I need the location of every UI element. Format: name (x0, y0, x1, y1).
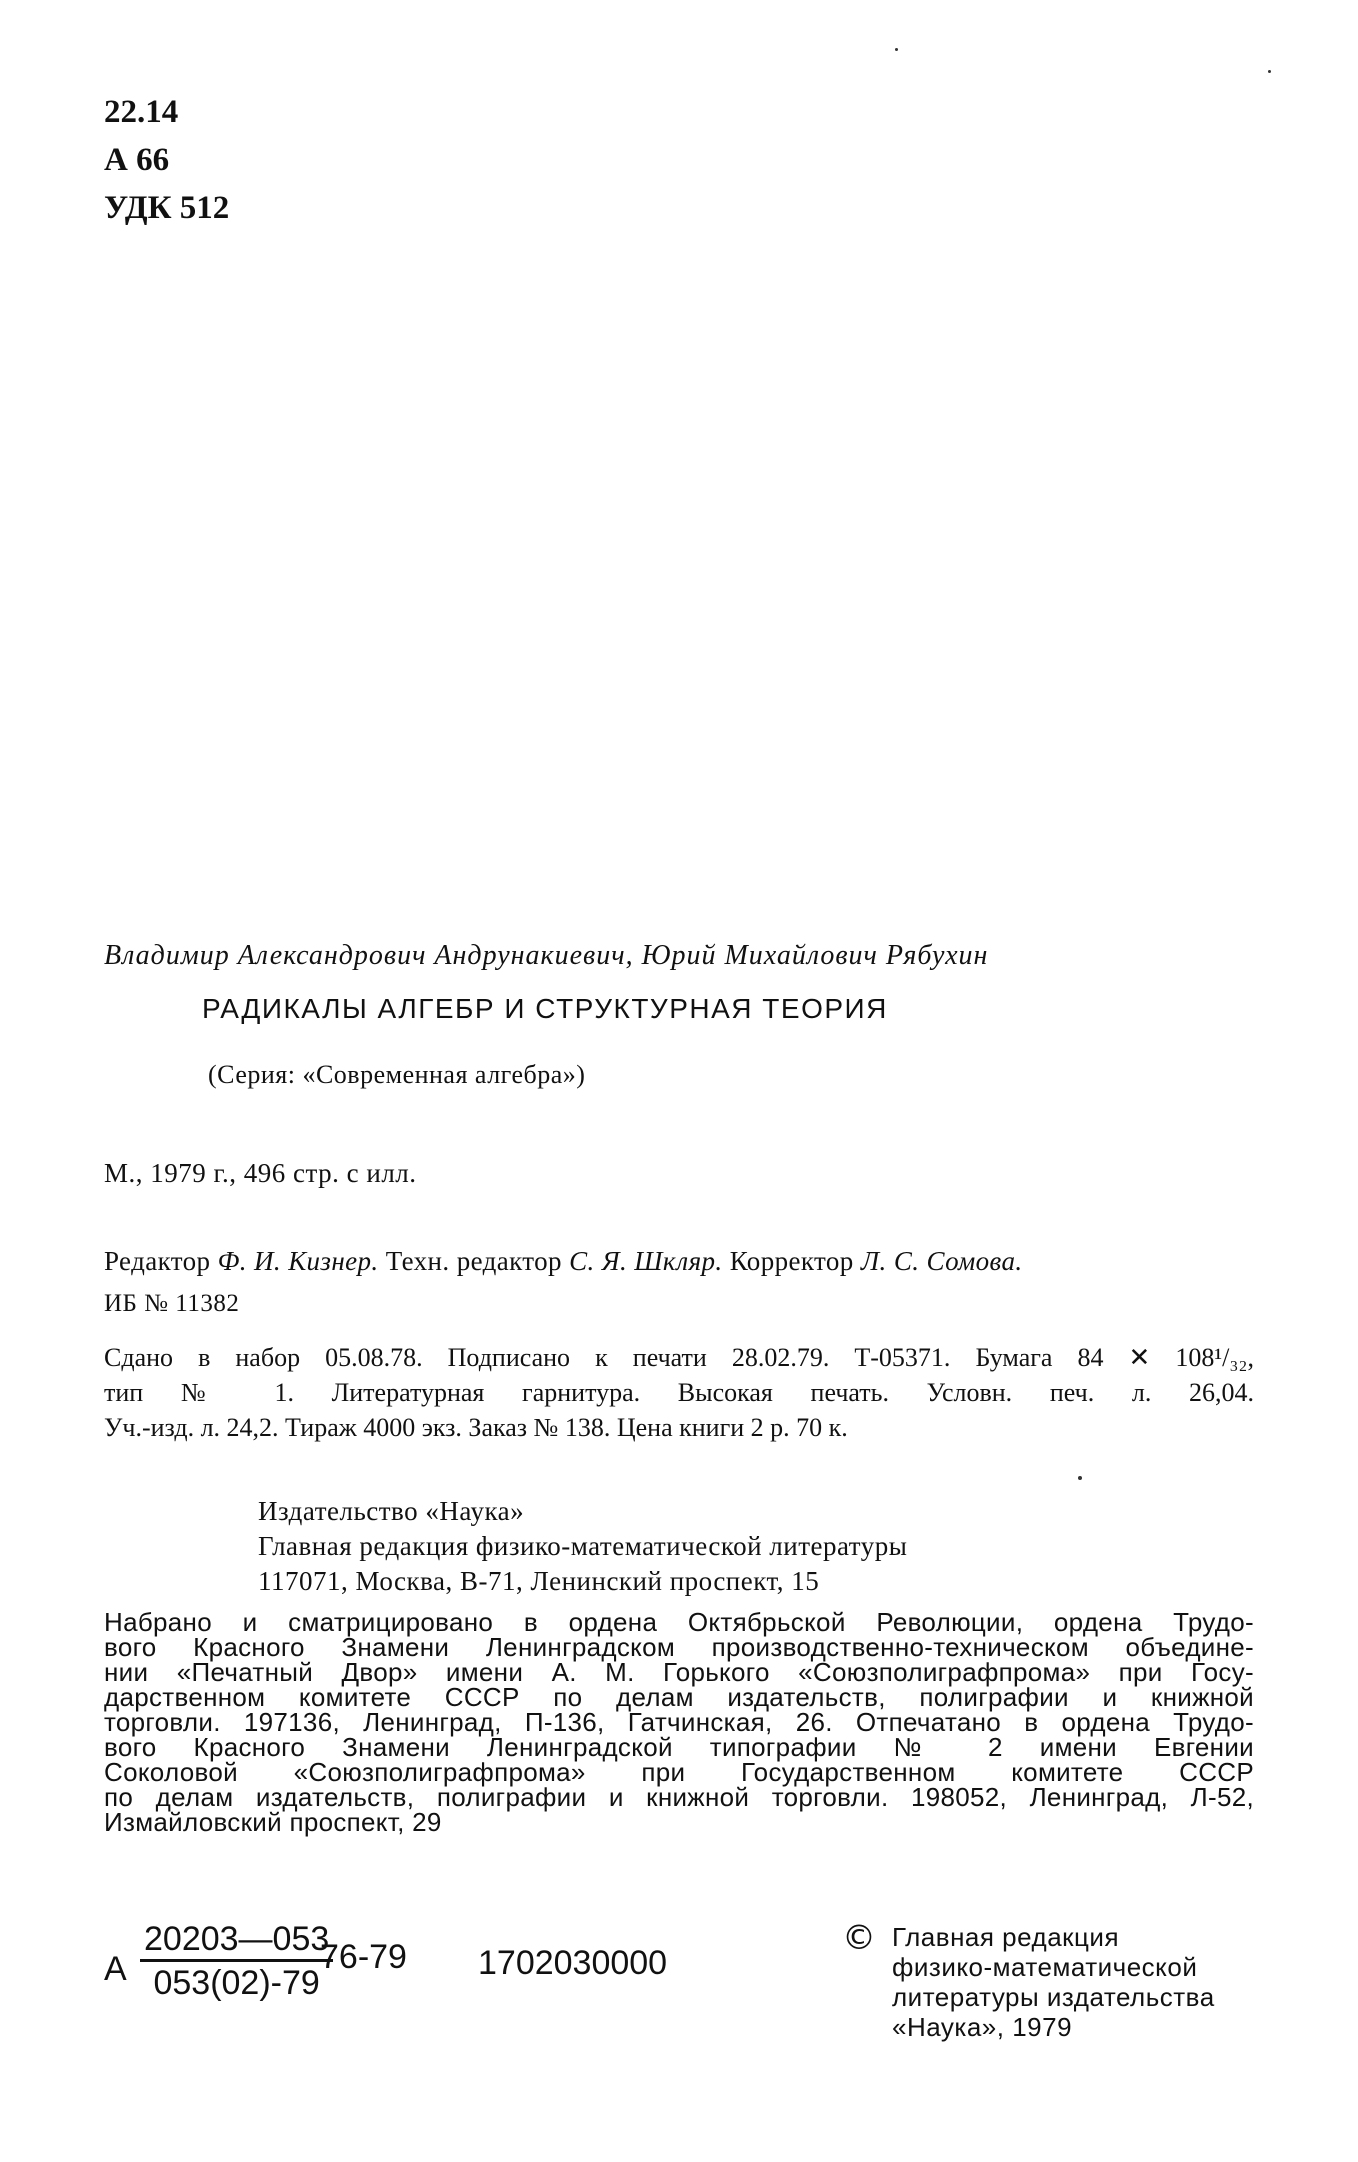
print-info-line: тип № 1. Литературная гарнитура. Высокая печать. Условн. печ. л. 26,04. (104, 1378, 1254, 1407)
index-numerator: 20203—053 (140, 1920, 333, 1962)
scan-speck (1078, 1476, 1082, 1480)
print-info-line: Уч.-изд. л. 24,2. Тираж 4000 экз. Заказ № 138. Цена книги 2 р. 70 к. (104, 1413, 848, 1442)
book-code: 1702030000 (478, 1944, 668, 1982)
authors: Владимир Александрович Андрунакиевич, Юрий Михайлович Рябухин (104, 940, 989, 971)
corrector-name: Л. С. Сомова. (860, 1246, 1023, 1276)
print-info (104, 1340, 1254, 1445)
printing-line: торговли. 197136, Ленинград, П-136, Гатчинская, 26. Отпечатано в ордена Трудо- (104, 1707, 1254, 1737)
scan-speck (1268, 70, 1271, 73)
printing-line: Измайловский проспект, 29 (104, 1807, 442, 1837)
corrector-label: Корректор (729, 1246, 854, 1276)
editor-name: Ф. И. Кизнер. (217, 1246, 379, 1276)
author-mark: А 66 (104, 142, 170, 178)
editors-line (104, 1246, 1023, 1277)
index-suffix: 76-79 (320, 1938, 407, 1976)
printing-line: вого Красного Знамени Ленинградском производственно-техническом объедине- (104, 1632, 1254, 1662)
publisher-address: 117071, Москва, В-71, Ленинский проспект, 15 (258, 1566, 820, 1596)
index-fraction (140, 1920, 333, 2003)
index-letter: А (104, 1950, 127, 1988)
editor-label: Редактор (104, 1246, 211, 1276)
printing-house-info (104, 1607, 1254, 1837)
printing-line: дарственном комитете СССР по делам издательств, полиграфии и книжной (104, 1682, 1254, 1712)
publication-info: М., 1979 г., 496 стр. с илл. (104, 1158, 417, 1188)
scan-speck (895, 48, 898, 51)
printing-line: вого Красного Знамени Ленинградской типографии № 2 имени Евгении (104, 1732, 1254, 1762)
publisher-department: Главная редакция физико-математической литературы (258, 1531, 908, 1561)
tech-editor-label: Техн. редактор (385, 1246, 562, 1276)
copyright-line: Главная редакция (892, 1922, 1120, 1952)
copyright-icon: © (842, 1918, 876, 1958)
publisher-name: Издательство «Наука» (258, 1496, 525, 1526)
printing-line: Соколовой «Союзполиграфпрома» при Государственном комитете СССР (104, 1757, 1254, 1787)
publisher-block (258, 1494, 907, 1599)
index-denominator: 053(02)-79 (153, 1964, 320, 2002)
copyright-line: физико-математической (892, 1952, 1198, 1982)
printing-line: по делам издательств, полиграфии и книжной торговли. 198052, Ленинград, Л-52, (104, 1782, 1254, 1812)
printing-line: Набрано и сматрицировано в ордена Октябрьской Революции, ордена Трудо- (104, 1607, 1254, 1637)
tech-editor-name: С. Я. Шкляр. (569, 1246, 723, 1276)
series-name: (Серия: «Современная алгебра») (208, 1060, 586, 1089)
bbk-code: 22.14 (104, 94, 179, 130)
copyright-line: «Наука», 1979 (892, 2012, 1073, 2042)
udc-code: УДК 512 (104, 190, 230, 226)
printing-line: нии «Печатный Двор» имени А. М. Горького «Союзполиграфпрома» при Госу- (104, 1657, 1254, 1687)
ib-number: ИБ № 11382 (104, 1290, 240, 1317)
print-info-line: Сдано в набор 05.08.78. Подписано к печати 28.02.79. Т-05371. Бумага 84 ✕ 108¹/₃₂, (104, 1343, 1254, 1372)
copyright-line: литературы издательства (892, 1982, 1215, 2012)
book-title: РАДИКАЛЫ АЛГЕБР И СТРУКТУРНАЯ ТЕОРИЯ (202, 993, 888, 1024)
classification-codes (104, 88, 229, 232)
copyright-notice (892, 1922, 1215, 2042)
